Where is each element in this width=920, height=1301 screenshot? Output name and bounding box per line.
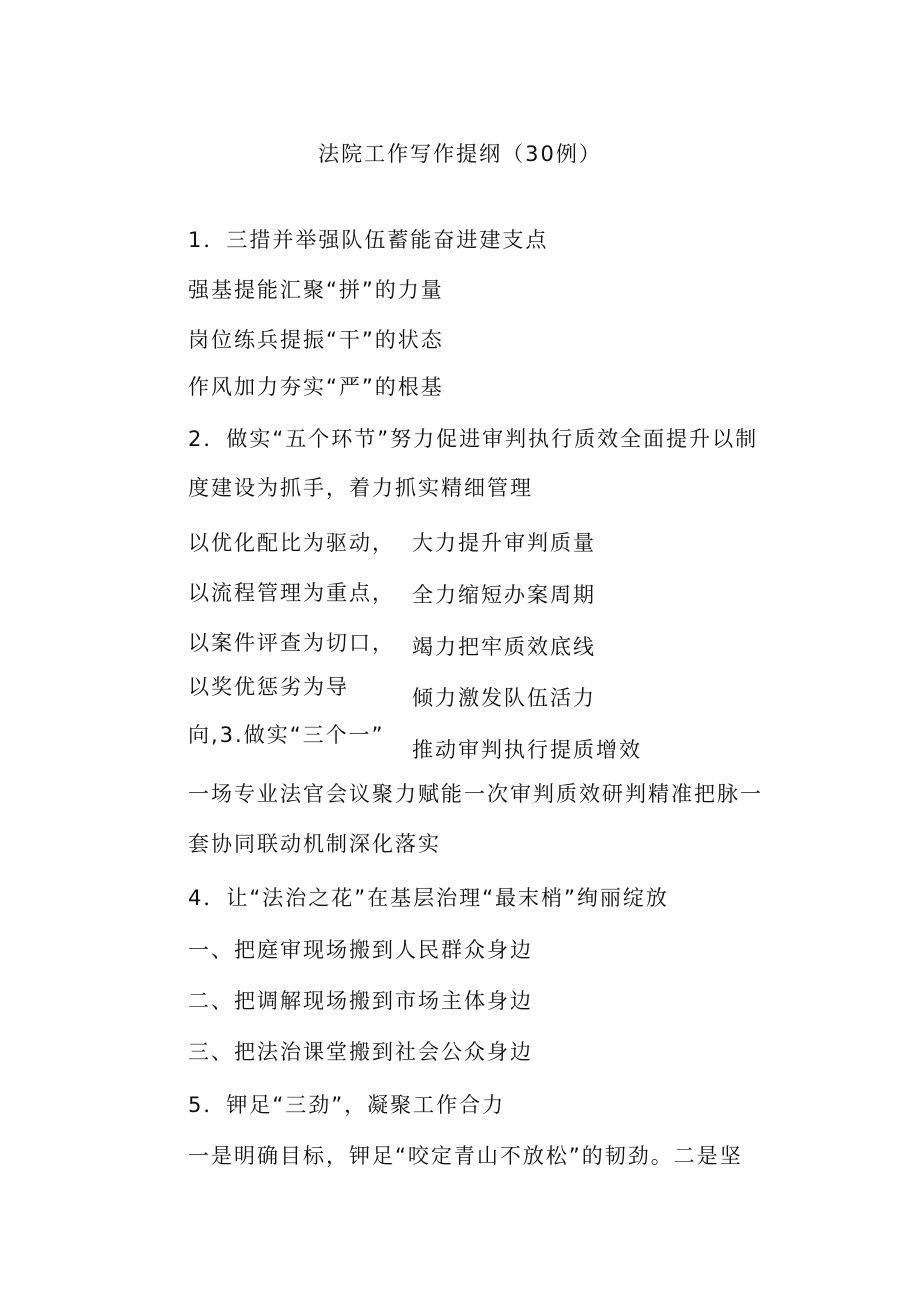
text-line-left: 以案件评查为切口，: [188, 631, 395, 655]
text-line: 强基提能汇聚“拼”的力量: [188, 278, 444, 302]
heading-5: 5．钾足“三劲”，凝聚工作合力: [188, 1093, 506, 1117]
heading-2: 2．做实“五个环节”努力促进审判执行质效全面提升以制: [188, 427, 759, 451]
text-line-right: 全力缩短办案周期: [412, 583, 596, 607]
text-line: 套协同联动机制深化落实: [188, 832, 441, 856]
text-line-left: 以奖优惩劣为导: [188, 675, 349, 699]
text-line-right: 大力提升审判质量: [412, 531, 596, 555]
text-line-right: 竭力把牢质效底线: [412, 635, 596, 659]
text-line: 岗位练兵提振“干”的状态: [188, 328, 444, 352]
document-title: 法院工作写作提纲（30例）: [318, 142, 602, 166]
heading-4: 4．让“法治之花”在基层治理“最末梢”绚丽绽放: [188, 886, 669, 910]
text-line: 作风加力夯实“严”的根基: [188, 375, 444, 399]
text-line-left: 以流程管理为重点，: [188, 581, 395, 605]
text-line: 三、把法治课堂搬到社会公众身边: [188, 1040, 533, 1064]
text-line: 一是明确目标，钾足“咬定青山不放松”的韧劲。二是坚: [188, 1144, 743, 1168]
text-line: 一场专业法官会议聚力赋能一次审判质效研判精准把脉一: [188, 782, 763, 806]
heading-3: 向,3.做实“三个一”: [188, 723, 385, 747]
text-line-right: 推动审判执行提质增效: [412, 738, 642, 762]
text-line: 一、把庭审现场搬到人民群众身边: [188, 938, 533, 962]
text-line-left: 以优化配比为驱动，: [188, 531, 395, 555]
text-line: 度建设为抓手，着力抓实精细管理: [188, 476, 533, 500]
text-line-right: 倾力激发队伍活力: [412, 686, 596, 710]
heading-1: 1．三措并举强队伍蓄能奋进建支点: [188, 228, 549, 252]
text-line: 二、把调解现场搬到市场主体身边: [188, 989, 533, 1013]
